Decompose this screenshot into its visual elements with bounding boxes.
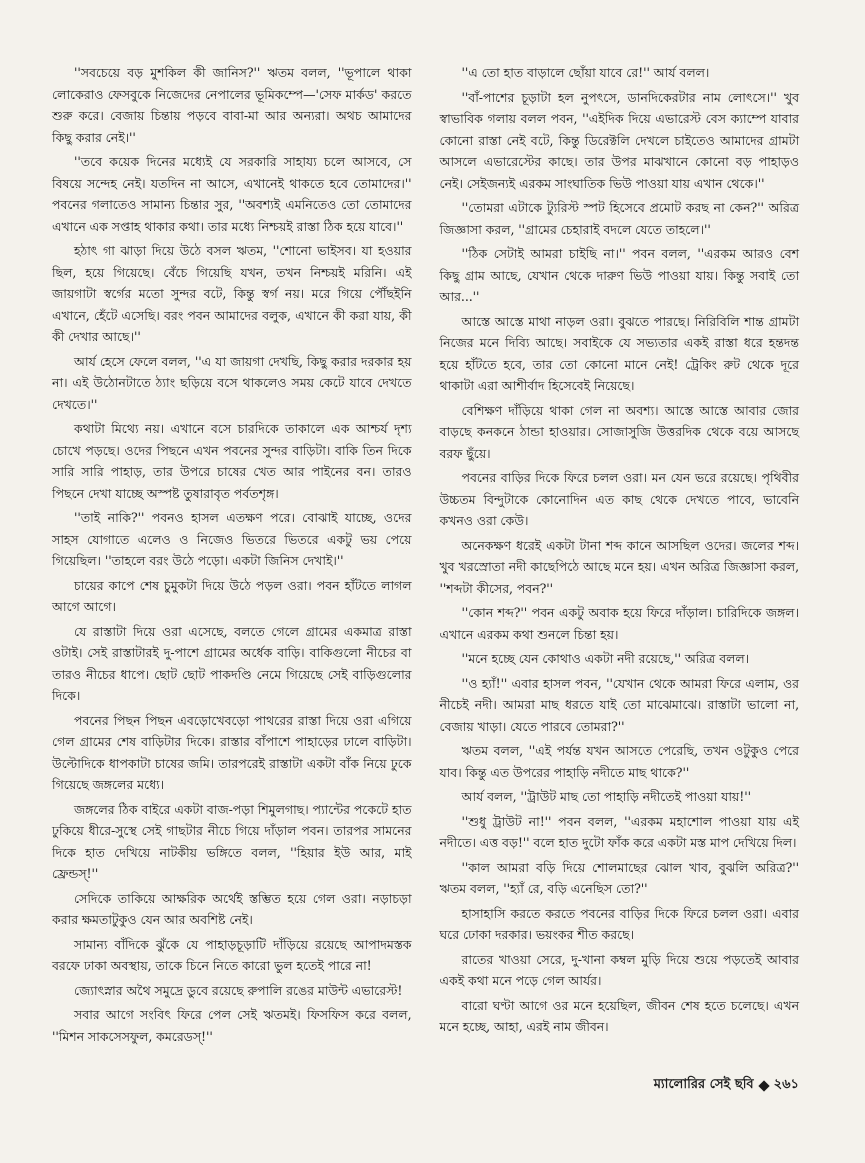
paragraph: বারো ঘণ্টা আগে ওর মনে হয়েছিল, জীবন শেষ হতে চলেছে। এখন মনে হচ্ছে, আহা, এরই নাম জীবন। bbox=[439, 997, 799, 1034]
paragraph: ''তবে কয়েক দিনের মধ্যেই যে সরকারি সাহায্য চলে আসবে, সে বিষয়ে সন্দেহ নেই। যতদিন না আসে, এখানেই থাকতে হবে তোমাদের।'' পবনের গলাতেও সামান্য চিন্তার সুর, ''অবশ্যই এমনিতেও তো তোমাদের এখানে এক সপ্তাহ থাকার কথা। তার মধ্যে নিশ্চয়ই রাস্তা ঠিক হয়ে যাবে।'' bbox=[52, 154, 412, 234]
paragraph: হঠাৎ গা ঝাড়া দিয়ে উঠে বসল ঋতম, ''শোনো ভাইসব। যা হওয়ার ছিল, হয়ে গিয়েছে। বেঁচে গিয়েছি যখন, তখন নিশ্চয়ই মরিনি। এই জায়গাটা স্বর্গের মতো সুন্দর বটে, কিন্তু স্বর্গ নয়। মরে গিয়ে পৌঁছইনি এখানে, হেঁটে এসেছি। বরং পবন আমাদের বলুক, এখানে কী করা যায়, কী কী দেখার আছে।'' bbox=[52, 243, 412, 344]
paragraph: পবনের পিছন পিছন এবড়োখেবড়ো পাথরের রাস্তা দিয়ে ওরা এগিয়ে গেল গ্রামের শেষ বাড়িটার দিকে। রাস্তার বাঁপাশে পাহাড়ের ঢালে বাড়িটা। উল্টোদিকে ধাপকাটা চাষের জমি। তারপরেই রাস্তাটা একটা বাঁক নিয়ে ঢুকে গিয়েছে জঙ্গলের মধ্যে। bbox=[52, 712, 412, 792]
paragraph: জঙ্গলের ঠিক বাইরে একটা বাজ-পড়া শিমুলগাছ। প্যান্টের পকেটে হাত ঢুকিয়ে ধীরে-সুস্থে সেই গাছটার নীচে গিয়ে দাঁড়াল পবন। তারপর সামনের দিকে হাত দেখিয়ে নাটকীয় ভঙ্গিতে বলল, ''হিয়ার ইউ আর, মাই ফ্রেন্ডস্!'' bbox=[52, 801, 412, 881]
paragraph: সামান্য বাঁদিকে ঝুঁকে যে পাহাড়চূড়াটি দাঁড়িয়ে রয়েছে আপাদমস্তক বরফে ঢাকা অবস্থায়, তাকে চিনে নিতে কারো ভুল হতেই পারে না! bbox=[52, 936, 412, 973]
page-number: ২৬১ bbox=[773, 1077, 799, 1092]
paragraph: ''কাল আমরা বড়ি দিয়ে শোলমাছের ঝোল খাব, বুঝলি অরিত্র?'' ঋতম বলল, ''হ্যাঁ রে, বড়ি এনেছিস তো?'' bbox=[439, 859, 799, 896]
paragraph: ''ও হ্যাঁ!'' এবার হাসল পবন, ''যেখান থেকে আমরা ফিরে এলাম, ওর নীচেই নদী। আমরা মাছ ধরতে যাই তো মাঝেমাঝে। রাস্তাটা ভালো না, বেজায় খাড়া। যেতে পারবে তোমরা?'' bbox=[439, 675, 799, 734]
diamond-separator-icon bbox=[758, 1080, 769, 1091]
paragraph: হাসাহাসি করতে করতে পবনের বাড়ির দিকে ফিরে চলল ওরা। এবার ঘরে ঢোকা দরকার। ভয়ংকর শীত করছে। bbox=[439, 905, 799, 942]
paragraph: জ্যোৎস্নার অথৈ সমুদ্রে ডুবে রয়েছে রুপালি রঙের মাউন্ট এভারেস্ট! bbox=[74, 982, 403, 998]
book-title: ম্যালোরির সেই ছবি bbox=[653, 1077, 754, 1092]
paragraph: অনেকক্ষণ ধরেই একটা টানা শব্দ কানে আসছিল ওদের। জলের শব্দ। খুব খরস্রোতা নদী কাছেপিঠে আছে মনে হয়। এখন অরিত্র জিজ্ঞাসা করল, ''শব্দটা কীসের, পবন?'' bbox=[439, 537, 799, 596]
right-column bbox=[440, 62, 800, 1050]
paragraph: ''বাঁ-পাশের চূড়াটা হল নুপৎসে, ডানদিকেরটার নাম লোৎসে।'' খুব স্বাভাবিক গলায় বলল পবন, ''এইদিক দিয়ে এভারেস্ট বেস ক্যাম্পে যাবার কোনো রাস্তা নেই বটে, কিন্তু ডিরেক্টলি দেখলে চাইতেও আমাদের গ্রামটা আসলে এভারেস্টের কাছে। তার উপর মাঝখানে কোনো বড় পাহাড়ও নেই। সেইজন্যই এরকম সাংঘাতিক ভিউ পাওয়া যায় এখান থেকে।'' bbox=[439, 89, 799, 191]
paragraph: সবার আগে সংবিৎ ফিরে পেল সেই ঋতমই। ফিসফিস করে বলল, ''মিশন সাকসেসফুল, কমরেডস্!'' bbox=[52, 1007, 412, 1044]
paragraph: যে রাস্তাটা দিয়ে ওরা এসেছে, বলতে গেলে গ্রামের একমাত্র রাস্তা ওটাই। সেই রাস্তাটারই দু-পাশে গ্রামের অর্ধেক বাড়ি। বাকিগুলো নীচের বা তারও নীচের ধাপে। ছোট ছোট পাকদণ্ডি নেমে গিয়েছে সেই বাড়িগুলোর দিকে। bbox=[52, 623, 412, 703]
paragraph: আর্য হেসে ফেলে বলল, ''এ যা জায়গা দেখছি, কিছু করার দরকার হয় না। এই উঠোনটাতে ঠ্যাং ছড়িয়ে বসে থাকলেও সময় কেটে যাবে দেখতে দেখতে।'' bbox=[52, 353, 412, 412]
paragraph: ''শুধু ট্রাউট না!'' পবন বলল, ''এরকম মহাশোল পাওয়া যায় এই নদীতে। এত্ত বড়!'' বলে হাত দুটো ফাঁক করে একটা মস্ত মাপ দেখিয়ে দিল। bbox=[439, 813, 799, 850]
paragraph: চায়ের কাপে শেষ চুমুকটা দিয়ে উঠে পড়ল ওরা। পবন হাঁটতে লাগল আগে আগে। bbox=[52, 577, 412, 614]
paragraph: আস্তে আস্তে মাথা নাড়ল ওরা। বুঝতে পারছে। নিরিবিলি শান্ত গ্রামটা নিজের মনে দিব্যি আছে। সবাইকে যে সভ্যতার একই রাস্তা ধরে হন্তদন্ত হয়ে হাঁটতে হবে, তার তো কোনো মানে নেই! ট্রেকিং রুট থেকে দূরে থাকাটা এরা আশীর্বাদ হিসেবেই নিয়েছে। bbox=[439, 313, 799, 393]
paragraph: সেদিকে তাকিয়ে আক্ষরিক অর্থেই স্তম্ভিত হয়ে গেল ওরা। নড়াচড়া করার ক্ষমতাটুকুও যেন আর অবশিষ্ট নেই। bbox=[52, 890, 412, 927]
paragraph: রাতের খাওয়া সেরে, দু-খানা কম্বল মুড়ি দিয়ে শুয়ে পড়তেই আবার একই কথা মনে পড়ে গেল আর্যর। bbox=[439, 951, 799, 988]
paragraph: ঋতম বলল, ''এই পর্যন্ত যখন আসতে পেরেছি, তখন ওটুকুও পেরে যাব। কিন্তু এত উপরের পাহাড়ি নদীতে মাছ থাকে?'' bbox=[439, 743, 799, 780]
paragraph: ''তাই নাকি?'' পবনও হাসল এতক্ষণ পরে। বোঝাই যাচ্ছে, ওদের সাহস যোগাতে এলেও ও নিজেও ভিতরে ভিতরে একটু ভয় পেয়ে গিয়েছিল। ''তাহলে বরং উঠে পড়ো। একটা জিনিস দেখাই।'' bbox=[52, 510, 412, 568]
paragraph: ''ঠিক সেটাই আমরা চাইছি না।'' পবন বলল, ''এরকম আরও বেশ কিছু গ্রাম আছে, যেখান থেকে দারুণ ভিউ পাওয়া যায়। কিন্তু সবাই তো আর...'' bbox=[439, 246, 799, 304]
paragraph: আর্য বলল, ''ট্রাউট মাছ তো পাহাড়ি নদীতেই পাওয়া যায়!'' bbox=[461, 789, 751, 804]
paragraph: বেশিক্ষণ দাঁড়িয়ে থাকা গেল না অবশ্য। আস্তে আস্তে আবার জোর বাড়ছে কনকনে ঠান্ডা হাওয়ার। সোজাসুজি উত্তরদিক থেকে বয়ে আসছে বরফ ছুঁয়ে। bbox=[439, 402, 799, 461]
left-column bbox=[52, 62, 412, 1050]
paragraph: ''কোন শব্দ?'' পবন একটু অবাক হয়ে ফিরে দাঁড়াল। চারিদিকে জঙ্গল। এখানে এরকম কথা শুনলে চিন্তা হয়। bbox=[439, 605, 799, 642]
paragraph: ''এ তো হাত বাড়ালে ছোঁয়া যাবে রে!'' আর্য বলল। bbox=[461, 65, 710, 80]
text-columns bbox=[52, 62, 799, 1050]
paragraph: কথাটা মিথ্যে নয়। এখানে বসে চারদিকে তাকালে এক আশ্চর্য দৃশ্য চোখে পড়ছে। ওদের পিছনে এখন পবনের সুন্দর বাড়িটা। বাকি তিন দিকে সারি সারি পাহাড়, তার উপরে চাষের খেত আর পাইনের বন। তারও পিছনে দেখা যাচ্ছে অস্পষ্ট তুষারাবৃত পর্বতশৃঙ্গ। bbox=[52, 421, 412, 501]
page-footer bbox=[654, 1075, 799, 1096]
paragraph: ''সবচেয়ে বড় মুশকিল কী জানিস?'' ঋতম বলল, ''ভূপালে থাকা লোকেরাও ফেসবুকে নিজেদের নেপালের ভূমিকম্পে—'সেফ মার্কড' করতে শুরু করে। বেজায় চিন্তায় পড়বে বাবা-মা আর অন্যরা। অথচ আমাদের কিছু করার নেই।'' bbox=[52, 65, 412, 145]
paragraph: পবনের বাড়ির দিকে ফিরে চলল ওরা। মন যেন ভরে রয়েছে। পৃথিবীর উচ্চতম বিন্দুটাকে কোনোদিন এত কাছ থেকে দেখতে পাবে, ভাবেনি কখনও ওরা কেউ। bbox=[439, 470, 799, 528]
paragraph: ''তোমরা এটাকে ট্যুরিস্ট স্পট হিসেবে প্রমোট করছ না কেন?'' অরিত্র জিজ্ঞাসা করল, ''গ্রামের চেহারাই বদলে যেতে তাহলে।'' bbox=[439, 200, 799, 237]
paragraph: ''মনে হচ্ছে যেন কোথাও একটা নদী রয়েছে,'' অরিত্র বলল। bbox=[461, 651, 750, 666]
